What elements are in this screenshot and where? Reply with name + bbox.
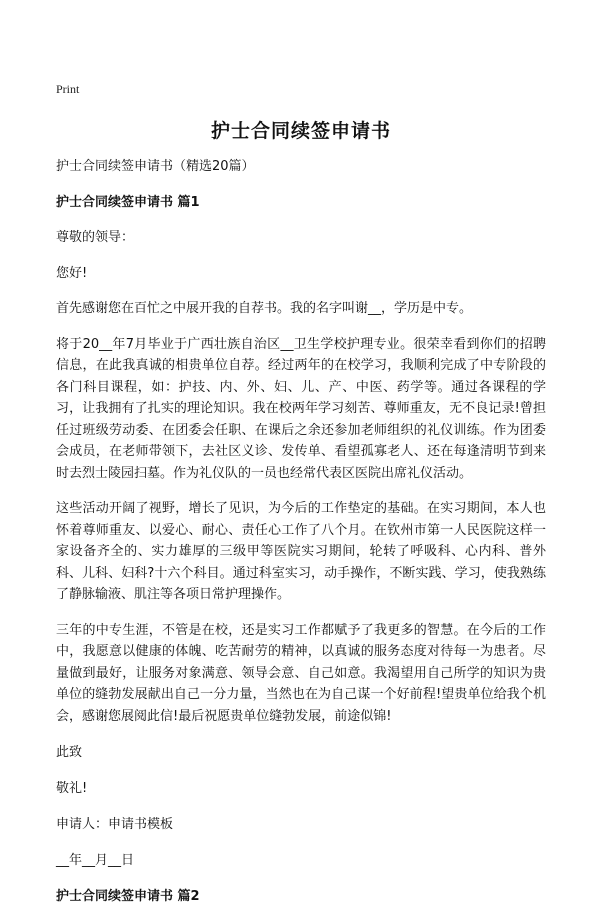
greeting: 您好! <box>56 266 88 281</box>
paragraph-intro: 首先感谢您在百忙之中展开我的自荐书。我的名字叫谢__，学历是中专。 <box>56 301 473 316</box>
paragraph-education: 将于20__年7月毕业于广西壮族自治区__卫生学校护理专业。很荣幸看到你们的招聘信息，在此我真诚的相贵单位自荐。经过两年的在校学习，我顺利完成了中专阶段的各门科目课程，如：护技、内、外、妇、儿、产、中医、药学等。通过各课程的学习，让我拥有了扎实的理论知识。我在校两年学习刻苦、尊师重友，无不良记录!曾担任过班级劳动委、在团委会任职、在课后之余还参加老师组织的礼仪训练。作为团委会成员，在老师带领下，去社区义诊、发传单、看望孤寡老人、还在每逢清明节到来时去烈士陵园扫墓。作为礼仪队的一员也经常代表区医院出席礼仪活动。 <box>56 336 546 481</box>
section-heading-1: 护士合同续签申请书 篇1 <box>56 195 200 210</box>
document-subtitle: 护士合同续签申请书（精选20篇） <box>56 159 255 174</box>
document-body <box>56 116 546 920</box>
paragraph-conclusion: 三年的中专生涯，不管是在校，还是实习工作都赋予了我更多的智慧。在今后的工作中，我愿意以健康的体魄、吃苦耐劳的精神，以真诚的服务态度对待每一为患者。尽量做到最好，让服务对象满意、领导会意、自己如意。我渴望用自己所学的知识为贵单位的缝勃发展献出自己一分力量，当然也在为自己谋一个好前程!望贵单位给我个机会，感谢您展阅此信!最后祝愿贵单位缝勃发展，前途似锦! <box>56 622 546 724</box>
date-line: __年__月__日 <box>56 853 135 868</box>
print-label: Print <box>56 82 80 96</box>
applicant-line: 申请人：申请书模板 <box>56 817 174 832</box>
closing-line-2: 敬礼! <box>56 781 88 796</box>
document-title: 护士合同续签申请书 <box>210 120 391 142</box>
salutation: 尊敬的领导： <box>56 230 135 245</box>
paragraph-internship: 这些活动开阔了视野，增长了见识，为今后的工作垫定的基础。在实习期间，本人也怀着尊师重友、以爱心、耐心、责任心工作了八个月。在钦州市第一人民医院这样一家设备齐全的、实力雄厚的三级甲等医院实习期间，轮转了呼吸科、心内科、普外科、儿科、妇科?十六个科目。通过科室实习，动手操作，不断实践、学习，使我熟练了静脉输液、肌注等各项日常护理操作。 <box>56 501 546 602</box>
closing-line-1: 此致 <box>56 745 83 760</box>
section-heading-2: 护士合同续签申请书 篇2 <box>56 889 200 904</box>
